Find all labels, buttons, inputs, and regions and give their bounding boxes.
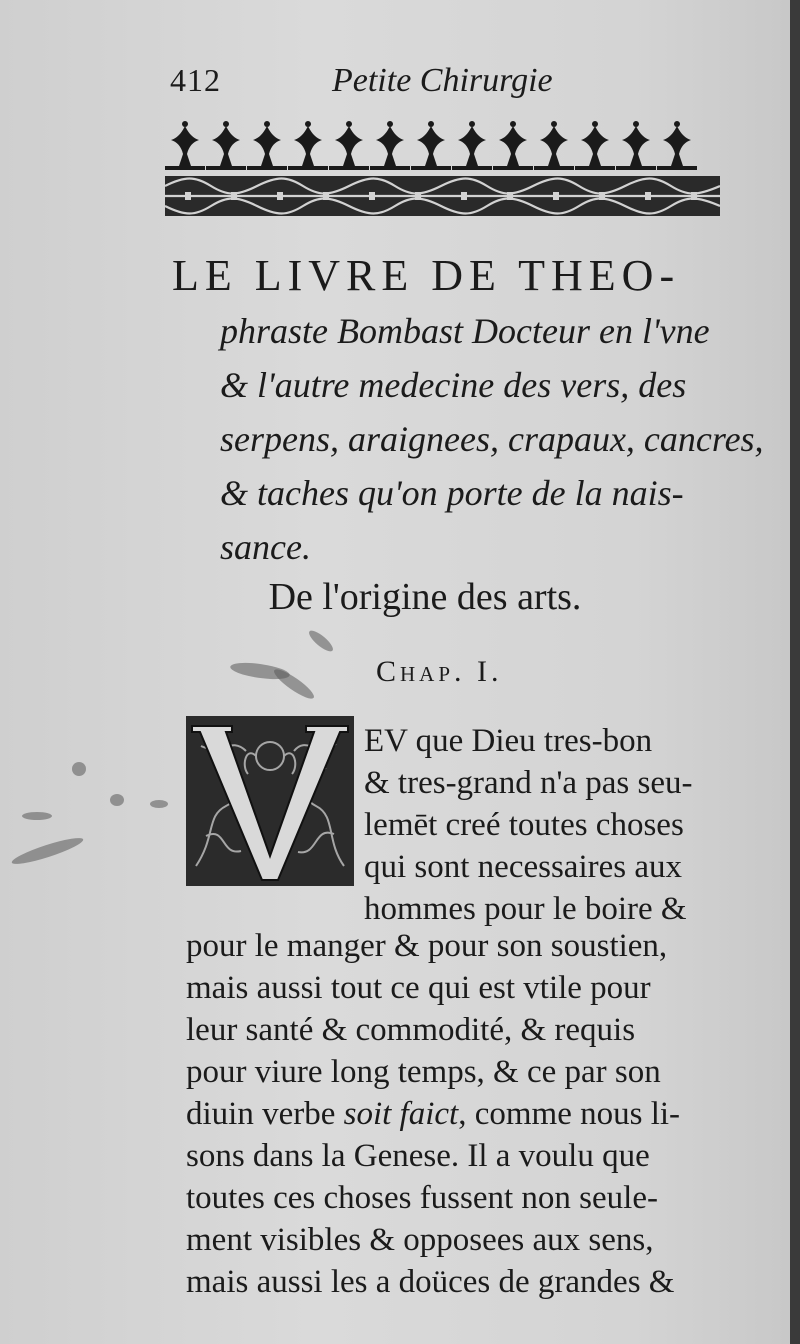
- ink-stain: [72, 762, 86, 776]
- page-edge-shadow: [790, 0, 800, 1344]
- ink-stain: [306, 628, 335, 655]
- text-line: mais aussi tout ce qui est vtile pour: [186, 970, 651, 1006]
- text-segment: , comme nous li-: [458, 1096, 681, 1132]
- text-line: [186, 1093, 746, 1135]
- ink-stain: [10, 834, 85, 869]
- section-heading: De l'origine des arts.: [268, 576, 582, 618]
- italic-phrase: soit faict: [343, 1096, 459, 1132]
- text-line: qui sont necessaires aux: [364, 849, 682, 885]
- title-line: & taches qu'on porte de la nais-: [220, 473, 684, 513]
- text-line: & tres-grand n'a pas seu-: [364, 765, 693, 801]
- title-line: sance.: [220, 527, 311, 567]
- title-line: phraste Bombast Docteur en l'vne: [220, 311, 710, 351]
- text-line: pour viure long temps, & ce par son: [186, 1054, 661, 1090]
- text-line: sons dans la Genese. Il a voulu que: [186, 1138, 650, 1174]
- fleuron-ornament-band: [165, 120, 720, 172]
- running-head: [170, 62, 730, 106]
- text-line: pour le manger & pour son soustien,: [186, 928, 668, 964]
- text-line: ment visibles & opposees aux sens,: [186, 1222, 654, 1258]
- first-lines: [364, 720, 744, 930]
- text-line: hommes pour le boire &: [364, 891, 687, 927]
- running-title: Petite Chirurgie: [332, 62, 553, 99]
- decorated-initial-v: [186, 716, 354, 886]
- text-line: EV que Dieu tres-bon: [364, 723, 653, 759]
- chapter-heading: Chap. I.: [376, 655, 503, 688]
- body-text: [186, 925, 746, 1303]
- ink-stain: [271, 665, 317, 702]
- text-line: mais aussi les a doüces de grandes &: [186, 1264, 675, 1300]
- lattice-ornament-band: [165, 172, 720, 220]
- title-line: LE LIVRE DE THEO-: [172, 251, 681, 300]
- title-line: serpens, araignees, crapaux, cancres,: [220, 419, 764, 459]
- ink-stain: [22, 812, 52, 820]
- text-line: lemēt creé toutes choses: [364, 807, 684, 843]
- book-title: [172, 248, 764, 574]
- title-line: & l'autre medecine des vers, des: [220, 365, 687, 405]
- text-segment: diuin verbe: [186, 1096, 344, 1132]
- text-line: leur santé & commodité, & requis: [186, 1012, 636, 1048]
- ink-stain: [110, 794, 124, 806]
- page-number: 412: [170, 62, 221, 98]
- ink-stain: [150, 800, 168, 808]
- text-line: toutes ces choses fussent non seule-: [186, 1180, 658, 1216]
